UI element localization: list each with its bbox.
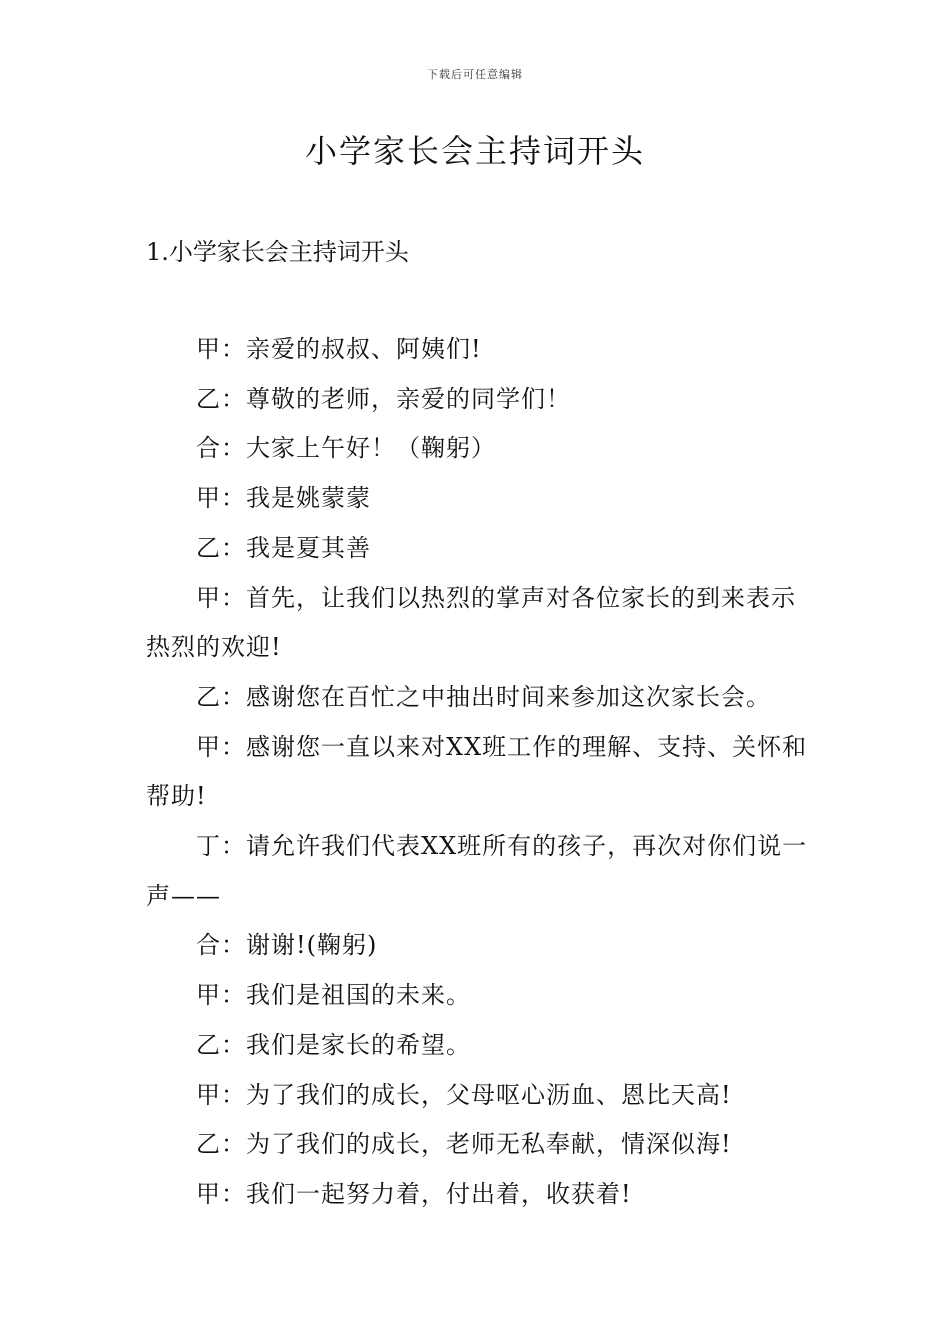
paragraph: 甲：感谢您一直以来对XX班工作的理解、支持、关怀和帮助! [146,732,808,811]
section-heading: 1.小学家长会主持词开头 [146,238,409,266]
paragraph: 乙：我是夏其善 [196,533,371,562]
paragraph: 甲：亲爱的叔叔、阿姨们! [196,335,482,363]
paragraph: 甲：为了我们的成长，父母呕心沥血、恩比天高! [196,1080,732,1109]
document-title: 小学家长会主持词开头 [304,132,645,170]
paragraph: 乙：为了我们的成长，老师无私奉献，情深似海! [196,1130,732,1159]
paragraph: 丁：请允许我们代表XX班所有的孩子，再次对你们说一声—— [146,832,808,910]
body-text [146,325,808,1220]
paragraph: 合：大家上午好！（鞠躬） [196,434,496,463]
paragraph: 乙：我们是家长的希望。 [196,1030,471,1059]
paragraph: 甲：我是姚蒙蒙 [196,484,371,513]
paragraph: 甲：首先，让我们以热烈的掌声对各位家长的到来表示热烈的欢迎! [146,583,796,662]
paragraph: 乙：感谢您在百忙之中抽出时间来参加这次家长会。 [196,682,771,711]
paragraph: 甲：我们一起努力着，付出着，收获着! [196,1179,632,1208]
paragraph: 乙：尊敬的老师，亲爱的同学们！ [196,384,571,413]
paragraph: 甲：我们是祖国的未来。 [196,981,471,1010]
header-note: 下载后可任意编辑 [427,68,523,81]
paragraph: 合：谢谢!(鞠躬) [196,931,378,960]
